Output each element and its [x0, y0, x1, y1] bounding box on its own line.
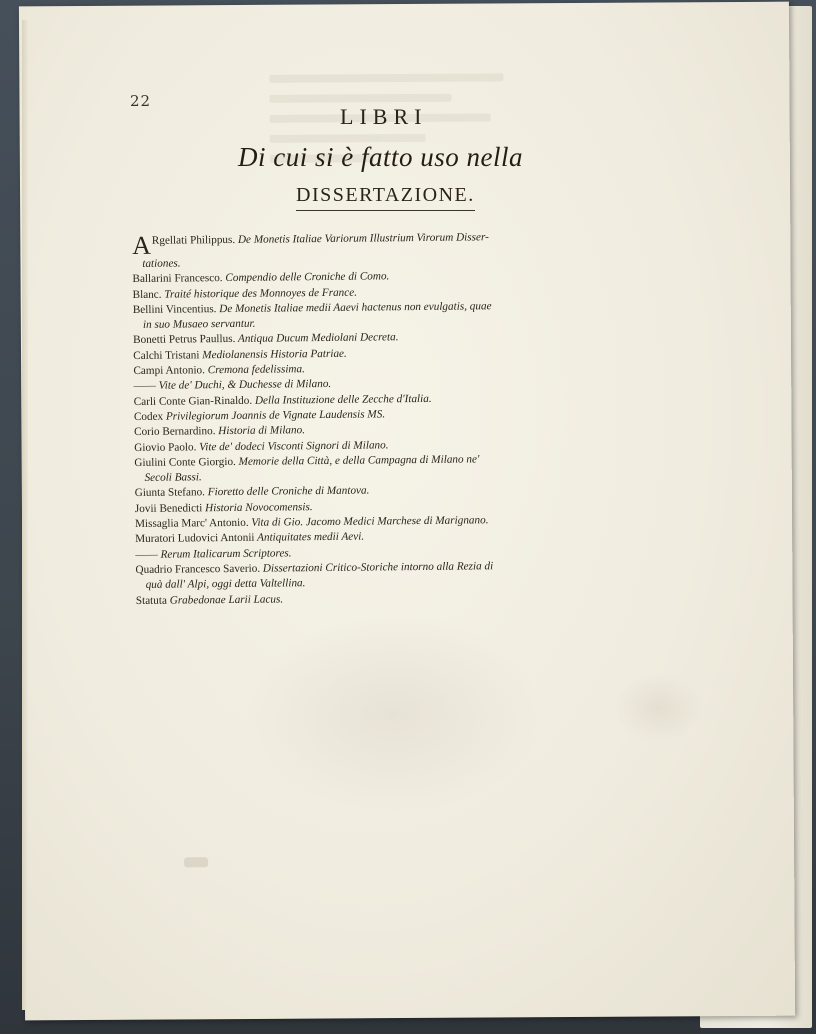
entry-work: Traité historique des Monnoyes de France. — [161, 286, 358, 301]
entry-author: Muratori Ludovici Antonii — [135, 532, 255, 546]
paper-stain — [184, 857, 208, 867]
entry-work: Antiquitates medii Aevi. — [254, 530, 365, 545]
entry-work: Privilegiorum Joannis de Vignate Laudensis MS. — [163, 408, 386, 423]
entry-author: Giulini Conte Giorgio. — [134, 455, 236, 469]
entry-work: Secoli Bassi. — [144, 471, 202, 485]
entry-author: —— — [135, 548, 158, 561]
paper-watermark — [243, 613, 544, 815]
section-heading: DISSERTAZIONE. — [296, 184, 475, 211]
entry-author: Carli Conte Gian-Rinaldo. — [133, 394, 253, 408]
entry-author: Statuta — [135, 594, 167, 607]
entry-author: Bellini Vincentius. — [132, 303, 217, 316]
entry-work: Cremona fedelissima. — [204, 363, 305, 377]
entry-author: Rgellati Philippus. — [151, 233, 236, 247]
drop-cap-letter: A — [131, 230, 152, 260]
entry-author: Giunta Stefano. — [134, 486, 205, 500]
entry-work: Mediolanensis Historia Patriae. — [199, 347, 347, 362]
entry-author: Ballarini Francesco. — [132, 272, 223, 286]
entry-author: Missaglia Marc' Antonio. — [134, 516, 249, 531]
entry-work: Dissertazioni Critico-Storiche intorno alla Rezia di — [260, 560, 494, 575]
entry-work: Vita di Gio. Jacomo Medici Marchese di Marignano. — [248, 514, 489, 529]
entry-work: De Monetis Italiae medii Aaevi hactenus non evulgatis, quae — [216, 300, 492, 316]
entry-author: Quadrio Francesco Saverio. — [135, 562, 261, 576]
entry-work: Antiqua Ducum Mediolani Decreta. — [235, 331, 399, 346]
page-subtitle: Di cui si è fatto uso nella — [238, 142, 523, 172]
entry-author: Giovio Paolo. — [134, 440, 197, 454]
entry-author: —— — [133, 380, 157, 393]
bibliography-list — [132, 228, 696, 609]
entry-work: De Monetis Italiae Variorum Illustrium Virorum Disser- — [235, 231, 489, 246]
page-number: 22 — [130, 92, 152, 110]
entry-author: Jovii Benedicti — [134, 502, 203, 515]
entry-author: Campi Antonio. — [133, 364, 205, 378]
entry-work: Della Instituzione delle Zecche d'Italia. — [252, 392, 432, 407]
entry-author: Calchi Tristani — [133, 349, 200, 362]
entry-work: Vite de' Duchi, & Duchesse di Milano. — [155, 378, 332, 393]
entry-work: Grabedonae Larii Lacus. — [166, 592, 284, 607]
entry-work: tationes. — [142, 257, 181, 270]
page-title: LIBRI — [340, 104, 428, 129]
entry-work: quà dall' Alpi, oggi detta Valtellina. — [145, 577, 306, 592]
entry-work: Compendio delle Croniche di Como. — [222, 270, 390, 285]
page-edge — [22, 20, 28, 1010]
entry-work: Memorie della Città, e della Campagna di Milano ne' — [235, 453, 480, 468]
entry-work: in suo Musaeo servantur. — [142, 317, 256, 332]
entry-work: Vite de' dodeci Visconti Signori di Milano. — [196, 438, 389, 453]
entry-author: Blanc. — [132, 288, 162, 301]
paper-watermark-small — [613, 672, 703, 743]
entry-work: Rerum Italicarum Scriptores. — [157, 546, 292, 561]
entry-work: Historia Novocomensis. — [202, 500, 313, 515]
entry-author: Codex — [133, 410, 164, 423]
entry-author: Bonetti Petrus Paullus. — [133, 333, 236, 347]
entry-work: Fioretto delle Croniche di Mantova. — [204, 484, 370, 499]
entry-author: Corio Bernardino. — [134, 425, 216, 439]
entry-work: Historia di Milano. — [215, 424, 306, 438]
